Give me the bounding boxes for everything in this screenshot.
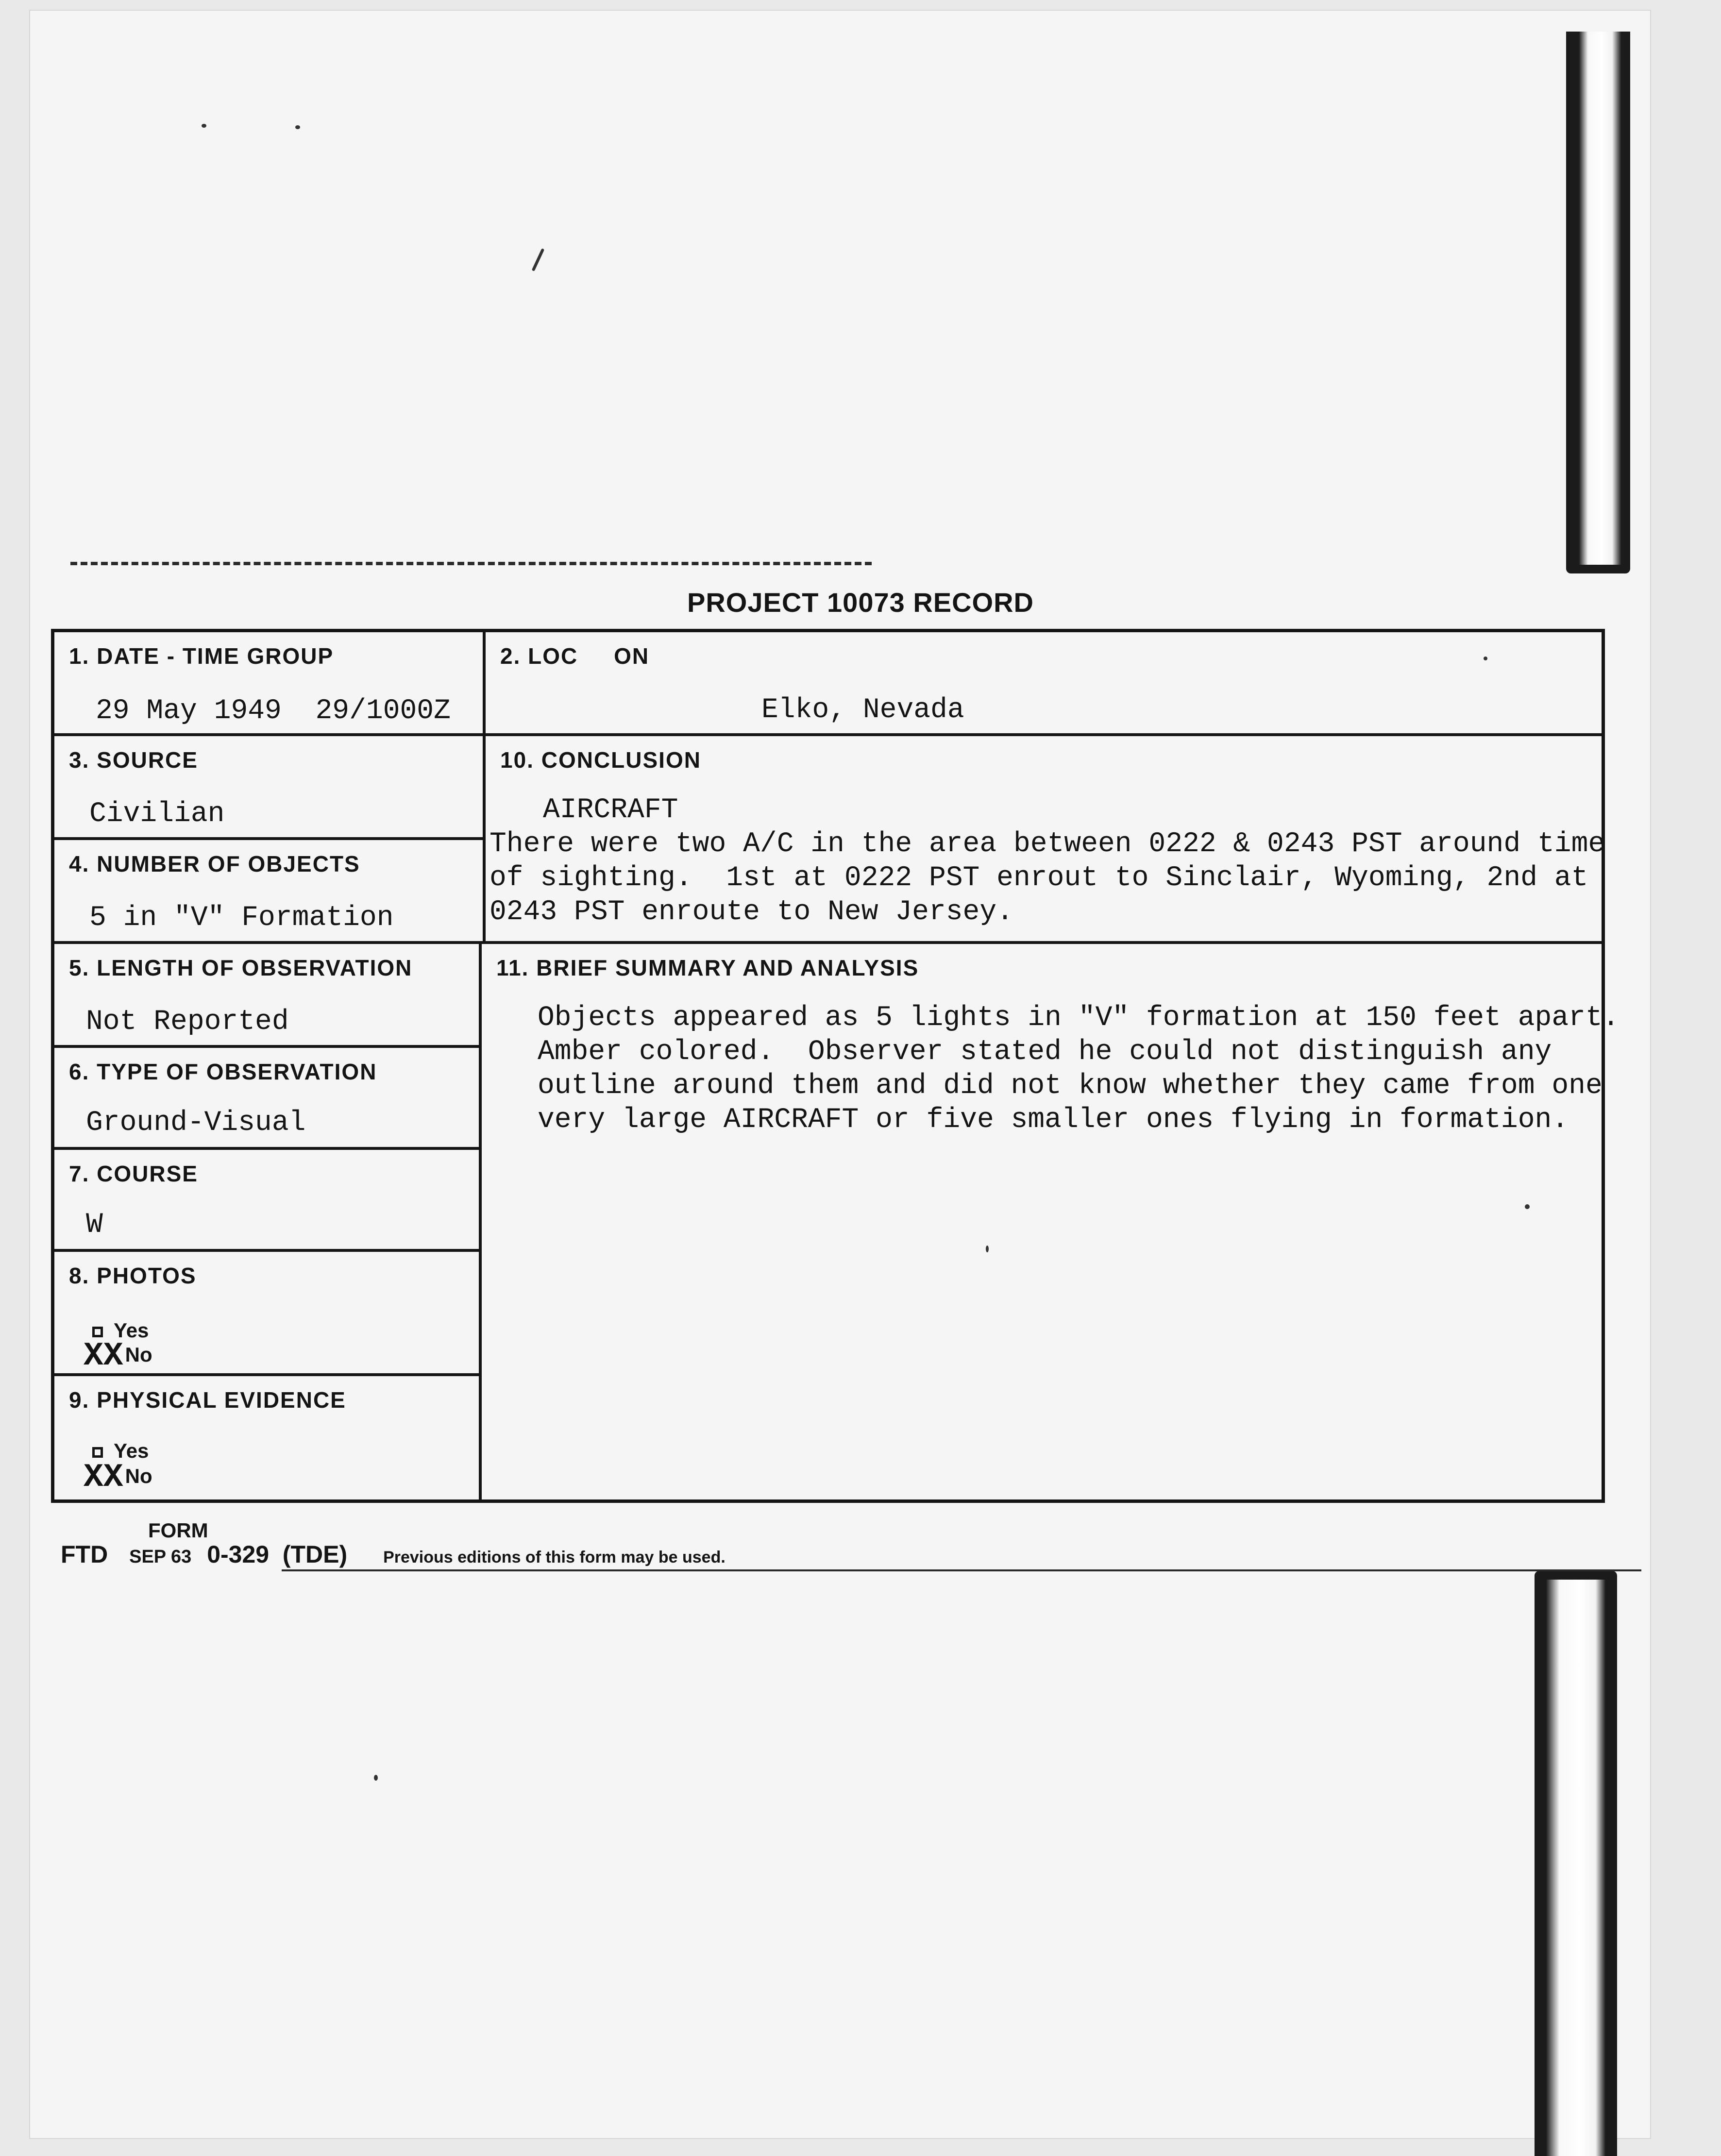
footer-note: Previous editions of this form may be used. bbox=[383, 1548, 726, 1566]
form-title: PROJECT 10073 RECORD bbox=[687, 587, 1034, 618]
length-of-observation-label: 5. LENGTH OF OBSERVATION bbox=[69, 955, 413, 980]
location-label: 2. LOC ON bbox=[500, 643, 650, 669]
x-mark-icon: XX bbox=[84, 1458, 123, 1496]
type-of-observation-cell bbox=[54, 1048, 482, 1150]
summary-line: Amber colored. Observer stated he could not distinguish any bbox=[538, 1036, 1552, 1068]
course-value: W bbox=[86, 1209, 103, 1241]
location-cell bbox=[486, 632, 1605, 736]
film-edge-top bbox=[1566, 32, 1630, 573]
footer-underline bbox=[282, 1569, 1641, 1571]
course-label: 7. COURSE bbox=[69, 1161, 198, 1186]
location-value: Elko, Nevada bbox=[761, 694, 964, 726]
number-of-objects-value: 5 in "V" Formation bbox=[89, 902, 394, 934]
footer-form-word: FORM bbox=[148, 1519, 208, 1542]
photos-no-option bbox=[84, 1337, 152, 1375]
physical-evidence-label: 9. PHYSICAL EVIDENCE bbox=[69, 1387, 346, 1413]
conclusion-label: 10. CONCLUSION bbox=[500, 747, 701, 773]
summary-line: very large AIRCRAFT or five smaller ones flying in formation. bbox=[538, 1104, 1569, 1136]
summary-label: 11. BRIEF SUMMARY AND ANALYSIS bbox=[496, 955, 919, 980]
physical-evidence-yes-label: Yes bbox=[114, 1439, 149, 1462]
scan-speck bbox=[202, 124, 206, 128]
physical-evidence-cell bbox=[54, 1376, 482, 1503]
number-of-objects-label: 4. NUMBER OF OBJECTS bbox=[69, 851, 360, 876]
summary-line: outline around them and did not know whether they came from one bbox=[538, 1070, 1603, 1102]
checkbox-empty-icon bbox=[92, 1327, 103, 1337]
photos-cell bbox=[54, 1252, 482, 1376]
film-edge-bottom bbox=[1535, 1571, 1617, 2156]
photos-yes-label: Yes bbox=[114, 1319, 149, 1342]
conclusion-line: 0243 PST enroute to New Jersey. bbox=[489, 896, 1013, 928]
footer-form-id bbox=[61, 1540, 726, 1568]
checkbox-empty-icon bbox=[92, 1447, 103, 1458]
date-time-group-cell bbox=[54, 632, 486, 736]
x-mark-icon: XX bbox=[84, 1337, 123, 1375]
physical-evidence-no-option bbox=[84, 1458, 152, 1496]
conclusion-line: of sighting. 1st at 0222 PST enrout to Sinclair, Wyoming, 2nd at bbox=[489, 862, 1588, 894]
conclusion-heading: AIRCRAFT bbox=[543, 794, 678, 826]
physical-evidence-no-label: No bbox=[125, 1465, 152, 1487]
length-of-observation-value: Not Reported bbox=[86, 1006, 289, 1038]
source-value: Civilian bbox=[89, 798, 225, 830]
source-label: 3. SOURCE bbox=[69, 747, 198, 773]
scan-speck bbox=[295, 125, 300, 129]
number-of-objects-cell bbox=[54, 840, 486, 944]
length-of-observation-cell bbox=[54, 944, 482, 1048]
cut-line bbox=[70, 562, 872, 565]
footer-form-number: 0-329 (TDE) bbox=[207, 1541, 348, 1568]
footer-ftd: FTD bbox=[61, 1541, 108, 1568]
record-form bbox=[51, 629, 1620, 1503]
photos-no-label: No bbox=[125, 1343, 152, 1366]
conclusion-cell bbox=[486, 736, 1605, 944]
summary-line: Objects appeared as 5 lights in "V" formation at 150 feet apart. bbox=[538, 1002, 1620, 1034]
date-time-group-label: 1. DATE - TIME GROUP bbox=[69, 643, 334, 669]
conclusion-line: There were two A/C in the area between 0222 & 0243 PST around time bbox=[489, 828, 1605, 860]
type-of-observation-value: Ground-Visual bbox=[86, 1107, 306, 1139]
course-cell bbox=[54, 1150, 482, 1252]
footer-date: SEP 63 bbox=[129, 1547, 192, 1567]
scan-speck bbox=[374, 1775, 378, 1781]
summary-cell bbox=[482, 944, 1620, 1503]
type-of-observation-label: 6. TYPE OF OBSERVATION bbox=[69, 1059, 377, 1084]
date-time-group-value: 29 May 1949 29/1000Z bbox=[96, 695, 451, 727]
photos-label: 8. PHOTOS bbox=[69, 1263, 197, 1288]
source-cell bbox=[54, 736, 486, 840]
